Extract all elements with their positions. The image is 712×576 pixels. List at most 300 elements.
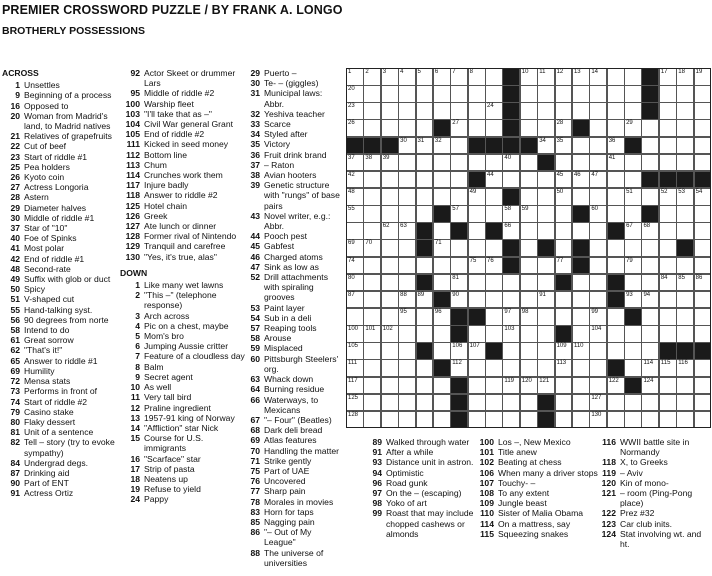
grid-cell[interactable] (572, 325, 590, 343)
grid-cell[interactable] (433, 222, 451, 240)
grid-cell[interactable] (572, 188, 590, 206)
grid-cell[interactable] (363, 68, 381, 86)
grid-cell[interactable] (659, 85, 677, 103)
grid-cell[interactable] (381, 308, 399, 326)
grid-cell[interactable] (416, 411, 434, 429)
grid-cell[interactable] (450, 171, 468, 189)
grid-cell[interactable] (363, 188, 381, 206)
grid-cell[interactable] (624, 325, 642, 343)
grid-cell[interactable] (433, 411, 451, 429)
grid-cell[interactable] (537, 377, 555, 395)
grid-cell[interactable] (485, 171, 503, 189)
grid-cell[interactable] (572, 291, 590, 309)
grid-cell[interactable] (433, 257, 451, 275)
grid-cell[interactable] (381, 359, 399, 377)
grid-cell[interactable] (346, 274, 364, 292)
grid-cell[interactable] (398, 188, 416, 206)
grid-cell[interactable] (381, 171, 399, 189)
grid-cell[interactable] (346, 171, 364, 189)
grid-cell[interactable] (346, 154, 364, 172)
grid-cell[interactable] (694, 377, 712, 395)
grid-cell[interactable] (694, 359, 712, 377)
grid-cell[interactable] (641, 257, 659, 275)
grid-cell[interactable] (589, 325, 607, 343)
grid-cell[interactable] (450, 239, 468, 257)
grid-cell[interactable] (346, 291, 364, 309)
grid-cell[interactable] (485, 325, 503, 343)
grid-cell[interactable] (520, 342, 538, 360)
grid-cell[interactable] (659, 137, 677, 155)
grid-cell[interactable] (589, 342, 607, 360)
grid-cell[interactable] (502, 359, 520, 377)
grid-cell[interactable] (555, 119, 573, 137)
grid-cell[interactable] (589, 308, 607, 326)
grid-cell[interactable] (363, 85, 381, 103)
grid-cell[interactable] (363, 102, 381, 120)
grid-cell[interactable] (555, 222, 573, 240)
grid-cell[interactable] (624, 188, 642, 206)
grid-cell[interactable] (555, 102, 573, 120)
grid-cell[interactable] (520, 274, 538, 292)
grid-cell[interactable] (346, 411, 364, 429)
grid-cell[interactable] (346, 239, 364, 257)
grid-cell[interactable] (589, 85, 607, 103)
grid-cell[interactable] (694, 102, 712, 120)
grid-cell[interactable] (433, 137, 451, 155)
grid-cell[interactable] (676, 119, 694, 137)
grid-cell[interactable] (416, 257, 434, 275)
grid-cell[interactable] (346, 205, 364, 223)
grid-cell[interactable] (520, 154, 538, 172)
grid-cell[interactable] (485, 274, 503, 292)
grid-cell[interactable] (624, 171, 642, 189)
grid-cell[interactable] (398, 137, 416, 155)
grid-cell[interactable] (433, 325, 451, 343)
grid-cell[interactable] (381, 342, 399, 360)
grid-cell[interactable] (694, 274, 712, 292)
grid-cell[interactable] (555, 188, 573, 206)
grid-cell[interactable] (624, 85, 642, 103)
grid-cell[interactable] (624, 119, 642, 137)
grid-cell[interactable] (676, 377, 694, 395)
grid-cell[interactable] (520, 188, 538, 206)
grid-cell[interactable] (624, 257, 642, 275)
grid-cell[interactable] (468, 205, 486, 223)
grid-cell[interactable] (589, 119, 607, 137)
grid-cell[interactable] (607, 239, 625, 257)
grid-cell[interactable] (346, 257, 364, 275)
grid-cell[interactable] (659, 359, 677, 377)
grid-cell[interactable] (416, 308, 434, 326)
grid-cell[interactable] (555, 239, 573, 257)
grid-cell[interactable] (589, 188, 607, 206)
grid-cell[interactable] (416, 68, 434, 86)
grid-cell[interactable] (502, 154, 520, 172)
grid-cell[interactable] (468, 85, 486, 103)
grid-cell[interactable] (381, 239, 399, 257)
grid-cell[interactable] (641, 377, 659, 395)
grid-cell[interactable] (537, 325, 555, 343)
grid-cell[interactable] (555, 308, 573, 326)
grid-cell[interactable] (433, 85, 451, 103)
grid-cell[interactable] (607, 85, 625, 103)
grid-cell[interactable] (694, 68, 712, 86)
grid-cell[interactable] (416, 119, 434, 137)
grid-cell[interactable] (537, 85, 555, 103)
grid-cell[interactable] (485, 188, 503, 206)
grid-cell[interactable] (381, 85, 399, 103)
grid-cell[interactable] (607, 411, 625, 429)
grid-cell[interactable] (641, 137, 659, 155)
grid-cell[interactable] (624, 154, 642, 172)
grid-cell[interactable] (468, 274, 486, 292)
grid-cell[interactable] (572, 308, 590, 326)
grid-cell[interactable] (398, 154, 416, 172)
grid-cell[interactable] (363, 119, 381, 137)
grid-cell[interactable] (450, 291, 468, 309)
grid-cell[interactable] (572, 359, 590, 377)
grid-cell[interactable] (572, 171, 590, 189)
grid-cell[interactable] (659, 274, 677, 292)
grid-cell[interactable] (485, 154, 503, 172)
grid-cell[interactable] (694, 222, 712, 240)
grid-cell[interactable] (450, 205, 468, 223)
grid-cell[interactable] (468, 411, 486, 429)
grid-cell[interactable] (381, 102, 399, 120)
grid-cell[interactable] (468, 342, 486, 360)
grid-cell[interactable] (624, 102, 642, 120)
grid-cell[interactable] (624, 239, 642, 257)
grid-cell[interactable] (589, 154, 607, 172)
grid-cell[interactable] (416, 85, 434, 103)
grid-cell[interactable] (694, 205, 712, 223)
grid-cell[interactable] (676, 325, 694, 343)
grid-cell[interactable] (555, 411, 573, 429)
grid-cell[interactable] (468, 377, 486, 395)
grid-cell[interactable] (624, 411, 642, 429)
grid-cell[interactable] (641, 325, 659, 343)
grid-cell[interactable] (433, 308, 451, 326)
grid-cell[interactable] (659, 394, 677, 412)
grid-cell[interactable] (363, 205, 381, 223)
grid-cell[interactable] (363, 342, 381, 360)
grid-cell[interactable] (381, 68, 399, 86)
grid-cell[interactable] (450, 188, 468, 206)
grid-cell[interactable] (555, 377, 573, 395)
grid-cell[interactable] (485, 239, 503, 257)
grid-cell[interactable] (659, 325, 677, 343)
grid-cell[interactable] (607, 154, 625, 172)
grid-cell[interactable] (398, 102, 416, 120)
grid-cell[interactable] (398, 68, 416, 86)
grid-cell[interactable] (520, 411, 538, 429)
grid-cell[interactable] (694, 394, 712, 412)
grid-cell[interactable] (363, 377, 381, 395)
grid-cell[interactable] (607, 68, 625, 86)
grid-cell[interactable] (468, 119, 486, 137)
grid-cell[interactable] (694, 85, 712, 103)
grid-cell[interactable] (537, 359, 555, 377)
grid-cell[interactable] (363, 257, 381, 275)
grid-cell[interactable] (607, 394, 625, 412)
grid-cell[interactable] (485, 119, 503, 137)
grid-cell[interactable] (398, 171, 416, 189)
grid-cell[interactable] (537, 102, 555, 120)
grid-cell[interactable] (624, 394, 642, 412)
grid-cell[interactable] (555, 359, 573, 377)
grid-cell[interactable] (416, 377, 434, 395)
grid-cell[interactable] (416, 394, 434, 412)
grid-cell[interactable] (520, 205, 538, 223)
grid-cell[interactable] (433, 154, 451, 172)
grid-cell[interactable] (589, 171, 607, 189)
grid-cell[interactable] (433, 342, 451, 360)
grid-cell[interactable] (381, 222, 399, 240)
grid-cell[interactable] (346, 325, 364, 343)
grid-cell[interactable] (520, 102, 538, 120)
grid-cell[interactable] (676, 257, 694, 275)
grid-cell[interactable] (694, 325, 712, 343)
grid-cell[interactable] (607, 377, 625, 395)
grid-cell[interactable] (433, 102, 451, 120)
grid-cell[interactable] (468, 102, 486, 120)
grid-cell[interactable] (589, 137, 607, 155)
grid-cell[interactable] (572, 222, 590, 240)
grid-cell[interactable] (555, 154, 573, 172)
grid-cell[interactable] (520, 394, 538, 412)
grid-cell[interactable] (624, 291, 642, 309)
grid-cell[interactable] (589, 68, 607, 86)
grid-cell[interactable] (363, 171, 381, 189)
grid-cell[interactable] (555, 394, 573, 412)
grid-cell[interactable] (502, 171, 520, 189)
grid-cell[interactable] (694, 239, 712, 257)
grid-cell[interactable] (485, 85, 503, 103)
grid-cell[interactable] (607, 102, 625, 120)
grid-cell[interactable] (502, 411, 520, 429)
grid-cell[interactable] (433, 274, 451, 292)
grid-cell[interactable] (502, 205, 520, 223)
grid-cell[interactable] (520, 222, 538, 240)
grid-cell[interactable] (450, 359, 468, 377)
grid-cell[interactable] (676, 411, 694, 429)
grid-cell[interactable] (572, 68, 590, 86)
grid-cell[interactable] (416, 291, 434, 309)
grid-cell[interactable] (641, 411, 659, 429)
grid-cell[interactable] (433, 171, 451, 189)
grid-cell[interactable] (589, 102, 607, 120)
grid-cell[interactable] (659, 411, 677, 429)
grid-cell[interactable] (520, 171, 538, 189)
grid-cell[interactable] (676, 188, 694, 206)
grid-cell[interactable] (572, 154, 590, 172)
grid-cell[interactable] (398, 359, 416, 377)
grid-cell[interactable] (468, 394, 486, 412)
grid-cell[interactable] (555, 205, 573, 223)
grid-cell[interactable] (468, 257, 486, 275)
grid-cell[interactable] (416, 102, 434, 120)
grid-cell[interactable] (485, 377, 503, 395)
grid-cell[interactable] (659, 154, 677, 172)
grid-cell[interactable] (363, 325, 381, 343)
grid-cell[interactable] (381, 411, 399, 429)
grid-cell[interactable] (607, 325, 625, 343)
grid-cell[interactable] (398, 342, 416, 360)
grid-cell[interactable] (502, 291, 520, 309)
grid-cell[interactable] (450, 102, 468, 120)
grid-cell[interactable] (381, 274, 399, 292)
grid-cell[interactable] (485, 257, 503, 275)
grid-cell[interactable] (694, 154, 712, 172)
grid-cell[interactable] (416, 154, 434, 172)
grid-cell[interactable] (572, 102, 590, 120)
grid-cell[interactable] (520, 257, 538, 275)
grid-cell[interactable] (433, 188, 451, 206)
grid-cell[interactable] (624, 274, 642, 292)
grid-cell[interactable] (676, 205, 694, 223)
grid-cell[interactable] (346, 359, 364, 377)
grid-cell[interactable] (398, 308, 416, 326)
grid-cell[interactable] (346, 85, 364, 103)
grid-cell[interactable] (450, 154, 468, 172)
grid-cell[interactable] (363, 411, 381, 429)
grid-cell[interactable] (659, 308, 677, 326)
grid-cell[interactable] (381, 154, 399, 172)
grid-cell[interactable] (572, 411, 590, 429)
grid-cell[interactable] (520, 68, 538, 86)
grid-cell[interactable] (572, 137, 590, 155)
grid-cell[interactable] (363, 222, 381, 240)
grid-cell[interactable] (676, 222, 694, 240)
grid-cell[interactable] (468, 359, 486, 377)
grid-cell[interactable] (589, 411, 607, 429)
grid-cell[interactable] (346, 188, 364, 206)
grid-cell[interactable] (520, 377, 538, 395)
grid-cell[interactable] (468, 222, 486, 240)
grid-cell[interactable] (381, 257, 399, 275)
grid-cell[interactable] (694, 291, 712, 309)
grid-cell[interactable] (624, 342, 642, 360)
grid-cell[interactable] (555, 137, 573, 155)
grid-cell[interactable] (433, 239, 451, 257)
grid-cell[interactable] (363, 239, 381, 257)
grid-cell[interactable] (346, 308, 364, 326)
grid-cell[interactable] (520, 291, 538, 309)
grid-cell[interactable] (659, 257, 677, 275)
grid-cell[interactable] (450, 274, 468, 292)
grid-cell[interactable] (589, 274, 607, 292)
grid-cell[interactable] (555, 68, 573, 86)
grid-cell[interactable] (502, 342, 520, 360)
grid-cell[interactable] (694, 188, 712, 206)
grid-cell[interactable] (502, 274, 520, 292)
grid-cell[interactable] (676, 359, 694, 377)
grid-cell[interactable] (450, 85, 468, 103)
grid-cell[interactable] (607, 119, 625, 137)
grid-cell[interactable] (555, 257, 573, 275)
grid-cell[interactable] (485, 411, 503, 429)
grid-cell[interactable] (398, 394, 416, 412)
grid-cell[interactable] (363, 359, 381, 377)
grid-cell[interactable] (520, 325, 538, 343)
grid-cell[interactable] (468, 291, 486, 309)
grid-cell[interactable] (346, 68, 364, 86)
grid-cell[interactable] (381, 119, 399, 137)
grid-cell[interactable] (694, 137, 712, 155)
grid-cell[interactable] (641, 291, 659, 309)
grid-cell[interactable] (607, 137, 625, 155)
grid-cell[interactable] (346, 222, 364, 240)
grid-cell[interactable] (450, 257, 468, 275)
grid-cell[interactable] (502, 222, 520, 240)
grid-cell[interactable] (694, 411, 712, 429)
grid-cell[interactable] (537, 257, 555, 275)
grid-cell[interactable] (607, 257, 625, 275)
grid-cell[interactable] (520, 359, 538, 377)
grid-cell[interactable] (537, 188, 555, 206)
grid-cell[interactable] (398, 291, 416, 309)
grid-cell[interactable] (416, 325, 434, 343)
grid-cell[interactable] (468, 239, 486, 257)
grid-cell[interactable] (676, 394, 694, 412)
grid-cell[interactable] (676, 291, 694, 309)
grid-cell[interactable] (641, 394, 659, 412)
grid-cell[interactable] (607, 171, 625, 189)
grid-cell[interactable] (398, 119, 416, 137)
crossword-grid[interactable] (346, 68, 711, 428)
grid-cell[interactable] (450, 119, 468, 137)
grid-cell[interactable] (641, 119, 659, 137)
grid-cell[interactable] (363, 394, 381, 412)
grid-cell[interactable] (537, 205, 555, 223)
grid-cell[interactable] (433, 377, 451, 395)
grid-cell[interactable] (485, 394, 503, 412)
grid-cell[interactable] (398, 205, 416, 223)
grid-cell[interactable] (363, 274, 381, 292)
grid-cell[interactable] (607, 205, 625, 223)
grid-cell[interactable] (589, 394, 607, 412)
grid-cell[interactable] (468, 325, 486, 343)
grid-cell[interactable] (468, 154, 486, 172)
grid-cell[interactable] (641, 342, 659, 360)
grid-cell[interactable] (659, 119, 677, 137)
grid-cell[interactable] (381, 291, 399, 309)
grid-cell[interactable] (416, 188, 434, 206)
grid-cell[interactable] (676, 274, 694, 292)
grid-cell[interactable] (694, 119, 712, 137)
grid-cell[interactable] (641, 154, 659, 172)
grid-cell[interactable] (381, 377, 399, 395)
grid-cell[interactable] (485, 68, 503, 86)
grid-cell[interactable] (416, 171, 434, 189)
grid-cell[interactable] (502, 325, 520, 343)
grid-cell[interactable] (381, 325, 399, 343)
grid-cell[interactable] (641, 274, 659, 292)
grid-cell[interactable] (555, 291, 573, 309)
grid-cell[interactable] (589, 359, 607, 377)
grid-cell[interactable] (537, 119, 555, 137)
grid-cell[interactable] (520, 239, 538, 257)
grid-cell[interactable] (485, 291, 503, 309)
grid-cell[interactable] (502, 377, 520, 395)
grid-cell[interactable] (607, 308, 625, 326)
grid-cell[interactable] (381, 188, 399, 206)
grid-cell[interactable] (624, 68, 642, 86)
grid-cell[interactable] (659, 291, 677, 309)
grid-cell[interactable] (676, 137, 694, 155)
grid-cell[interactable] (572, 274, 590, 292)
grid-cell[interactable] (555, 85, 573, 103)
